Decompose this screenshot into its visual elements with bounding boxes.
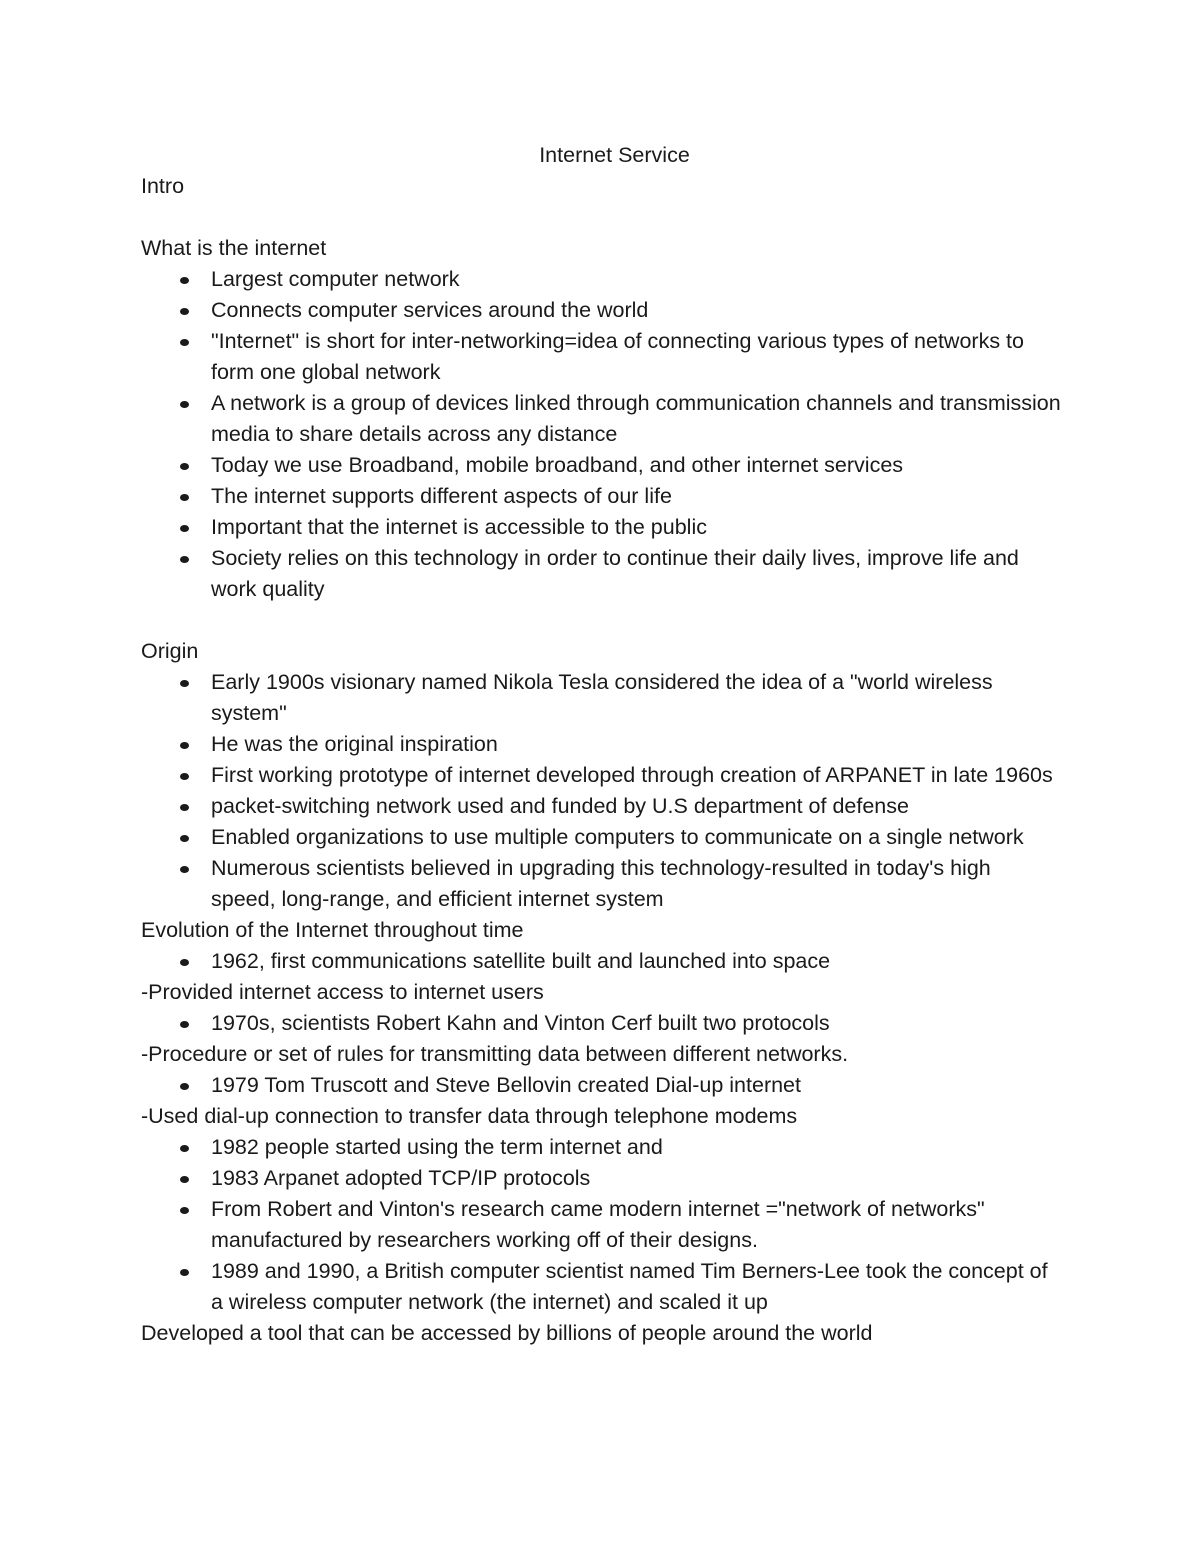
list-item: Connects computer services around the world (141, 295, 1061, 326)
list-item: Early 1900s visionary named Nikola Tesla considered the idea of a "world wireless system" (141, 667, 1061, 729)
intro-heading: Intro (141, 174, 185, 198)
list-item: 1982 people started using the term internet and (141, 1132, 1061, 1163)
list-item: 1983 Arpanet adopted TCP/IP protocols (141, 1163, 1061, 1194)
evolution-closing: Developed a tool that can be accessed by billions of people around the world (141, 1321, 873, 1345)
origin-heading: Origin (141, 639, 199, 663)
what-is-heading: What is the internet (141, 236, 327, 260)
blank-line (141, 202, 1061, 233)
list-item: packet-switching network used and funded by U.S department of defense (141, 791, 1061, 822)
list-item: 1962, first communications satellite built and launched into space (141, 946, 1061, 977)
list-item: Society relies on this technology in order to continue their daily lives, improve life and work quality (141, 543, 1061, 605)
list-item: Enabled organizations to use multiple computers to communicate on a single network (141, 822, 1061, 853)
list-item: Numerous scientists believed in upgrading this technology-resulted in today's high speed, long-range, and efficient internet system (141, 853, 1061, 915)
list-item: Important that the internet is accessible to the public (141, 512, 1061, 543)
evolution-note: -Used dial-up connection to transfer data through telephone modems (141, 1104, 798, 1128)
evolution-note: -Provided internet access to internet users (141, 980, 544, 1004)
origin-list (141, 667, 1061, 915)
document-title: Internet Service (539, 143, 690, 167)
blank-line (141, 605, 1061, 636)
evolution-list-1962 (141, 946, 1061, 977)
list-item: 1989 and 1990, a British computer scientist named Tim Berners-Lee took the concept of a wireless computer network (the internet) and scaled it up (141, 1256, 1061, 1318)
list-item: Largest computer network (141, 264, 1061, 295)
document-page (141, 140, 1061, 1349)
list-item: Today we use Broadband, mobile broadband, and other internet services (141, 450, 1061, 481)
list-item: 1979 Tom Truscott and Steve Bellovin created Dial-up internet (141, 1070, 1061, 1101)
list-item: The internet supports different aspects of our life (141, 481, 1061, 512)
list-item: A network is a group of devices linked through communication channels and transmission media to share details across any distance (141, 388, 1061, 450)
list-item: He was the original inspiration (141, 729, 1061, 760)
what-is-list (141, 264, 1061, 605)
evolution-note: -Procedure or set of rules for transmitting data between different networks. (141, 1042, 849, 1066)
list-item: 1970s, scientists Robert Kahn and Vinton Cerf built two protocols (141, 1008, 1061, 1039)
evolution-heading: Evolution of the Internet throughout time (141, 918, 524, 942)
list-item: First working prototype of internet developed through creation of ARPANET in late 1960s (141, 760, 1061, 791)
evolution-list-1970s (141, 1008, 1061, 1039)
list-item: From Robert and Vinton's research came modern internet ="network of networks" manufactured by researchers working off of their designs. (141, 1194, 1061, 1256)
list-item: "Internet" is short for inter-networking=idea of connecting various types of networks to form one global network (141, 326, 1061, 388)
evolution-list-later (141, 1132, 1061, 1318)
evolution-list-1979 (141, 1070, 1061, 1101)
